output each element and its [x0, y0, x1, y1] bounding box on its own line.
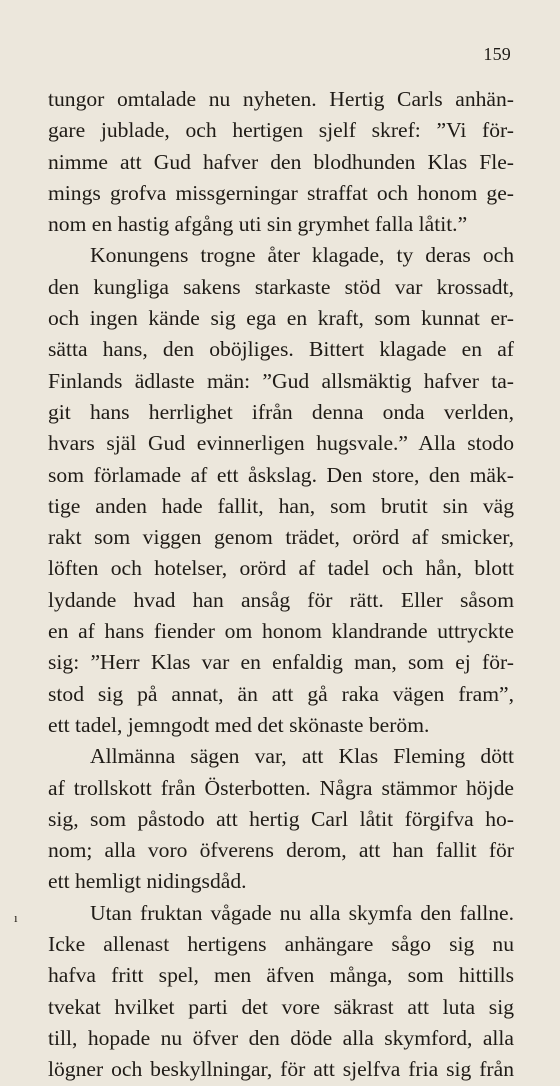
text-line: löften och hotelser, orörd af tadel och hån, blott	[48, 556, 514, 581]
text-line: den kungliga sakens starkaste stöd var krossadt,	[48, 274, 514, 299]
margin-mark: ı	[14, 910, 18, 925]
text-line: rakt som viggen genom trädet, orörd af smicker,	[48, 525, 514, 550]
page-number: 159	[483, 44, 511, 64]
text-line: gare jublade, och hertigen sjelf skref: ”Vi för-	[48, 118, 514, 143]
text-line: till, hopade nu öfver den döde alla skymford, alla	[48, 1025, 514, 1050]
text-line: sig, som påstodo att hertig Carl låtit förgifva ho-	[48, 806, 514, 831]
paragraph-start-line: Konungens trogne åter klagade, ty deras och	[90, 243, 514, 268]
text-line: mings grofva missgerningar straffat och honom ge-	[48, 180, 514, 205]
paragraph-start-line: Utan fruktan vågade nu alla skymfa den fallne.	[90, 900, 514, 925]
paragraph-start-line: Allmänna sägen var, att Klas Fleming dött	[90, 744, 514, 769]
text-line: tige anden hade fallit, han, som brutit sin väg	[48, 493, 514, 518]
text-line: en af hans fiender om honom klandrande uttryckte	[48, 619, 514, 644]
text-line: stod sig på annat, än att gå raka vägen fram”,	[48, 681, 514, 706]
text-line: nom en hastig afgång uti sin grymhet falla låtit.”	[48, 212, 468, 237]
body-text	[48, 84, 514, 1086]
text-line: tungor omtalade nu nyheten. Hertig Carls anhän-	[48, 87, 514, 111]
text-line: hafva fritt spel, men äfven många, som hittills	[48, 963, 514, 988]
text-line: och ingen kände sig ega en kraft, som kunnat er-	[48, 306, 514, 331]
text-line: nom; alla voro öfverens derom, att han fallit för	[48, 838, 514, 863]
text-line: sig: ”Herr Klas var en enfaldig man, som ej för-	[48, 650, 514, 675]
text-line: Icke allenast hertigens anhängare sågo sig nu	[48, 932, 514, 957]
text-line: af trollskott från Österbotten. Några stämmor höjde	[48, 775, 514, 800]
text-line: ett hemligt nidingsdåd.	[48, 869, 247, 894]
text-line: som förlamade af ett åskslag. Den store, den mäk-	[48, 462, 514, 487]
text-line: lögner och beskyllningar, för att sjelfva fria sig från	[48, 1057, 514, 1082]
text-line: ett tadel, jemngodt med det skönaste beröm.	[48, 712, 430, 737]
text-line: lydande hvad han ansåg för rätt. Eller såsom	[48, 587, 514, 612]
text-line: sätta hans, den oböjliges. Bittert klagade en af	[48, 337, 514, 362]
text-line: git hans herrlighet ifrån denna onda verlden,	[48, 399, 514, 424]
text-line: tvekat hvilket parti det vore säkrast att luta sig	[48, 994, 514, 1019]
text-line: hvars själ Gud evinnerligen hugsvale.” Alla stodo	[48, 431, 514, 456]
text-line: nimme att Gud hafver den blodhunden Klas Fle-	[48, 149, 514, 174]
text-line: Finlands ädlaste män: ”Gud allsmäktig hafver ta-	[48, 368, 514, 393]
